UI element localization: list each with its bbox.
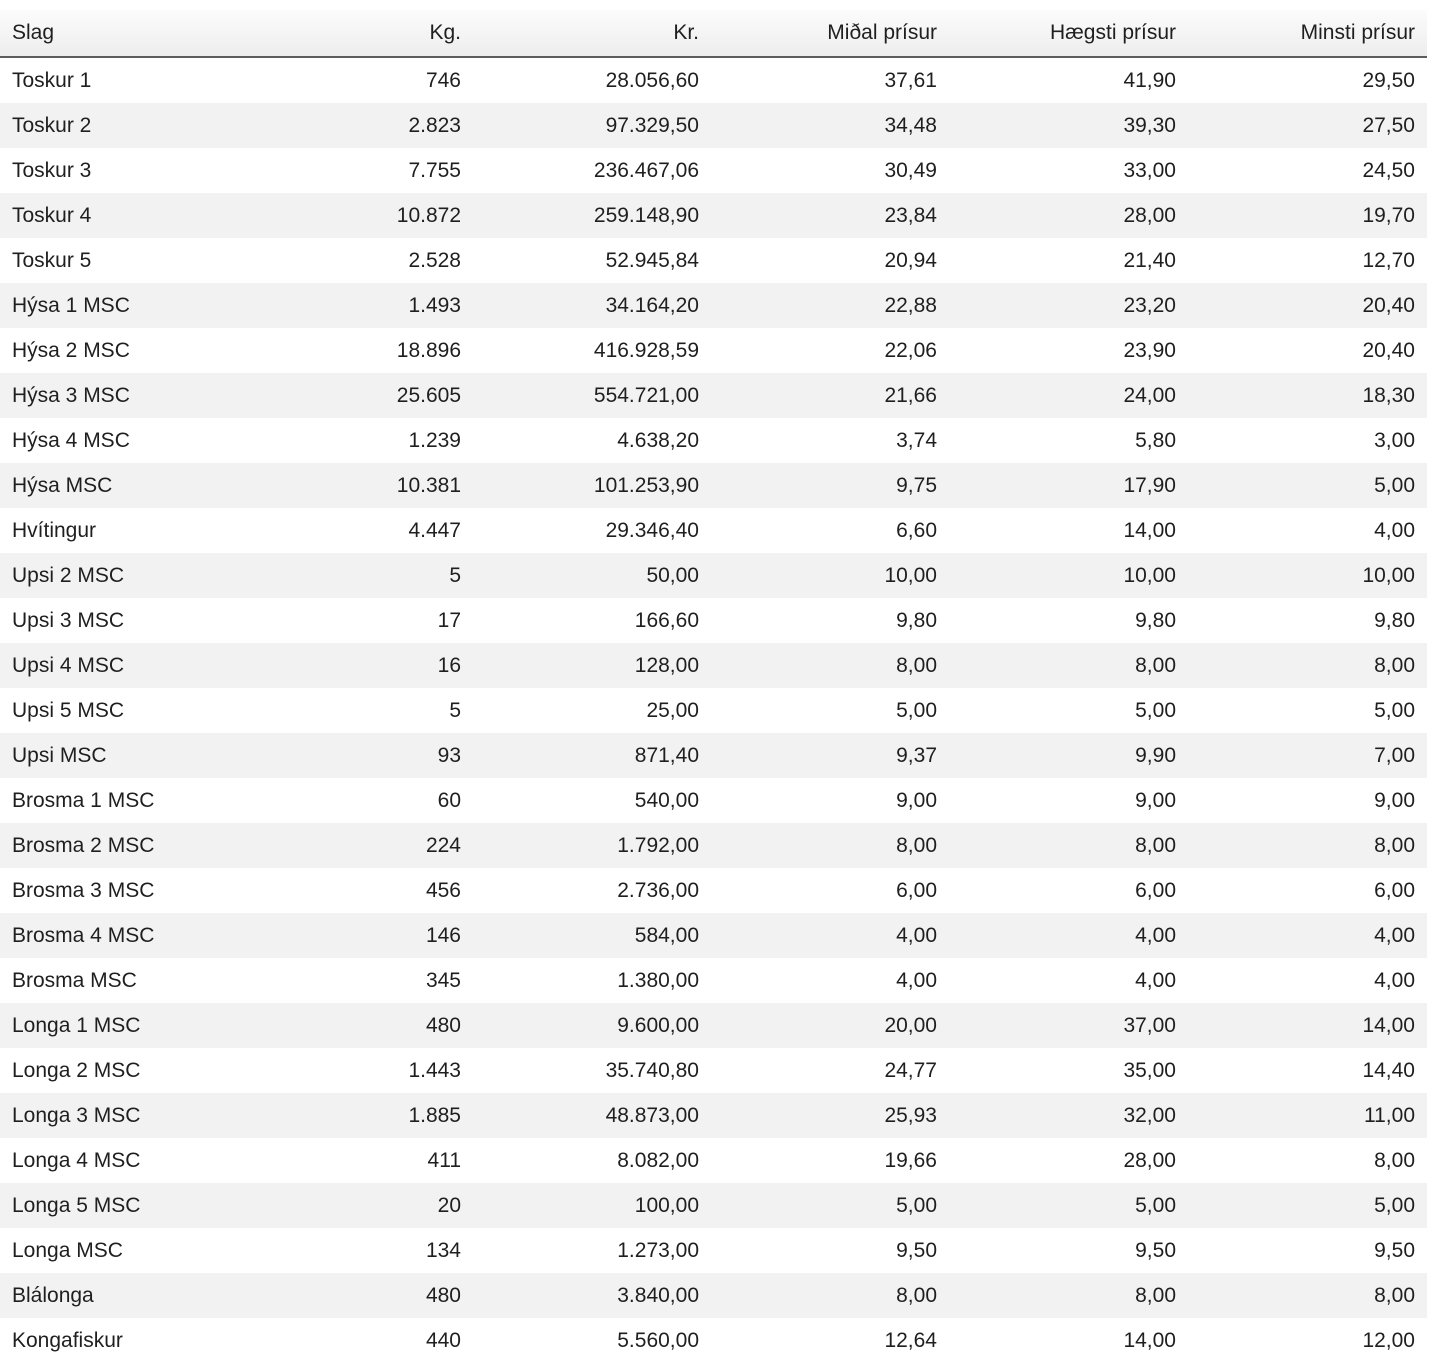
cell-slag: Toskur 3 xyxy=(12,158,92,182)
table-row xyxy=(0,57,1427,103)
table-row xyxy=(0,1048,1427,1093)
cell-lowest-price: 4,00 xyxy=(1374,923,1415,947)
cell-kg: 93 xyxy=(437,743,461,767)
cell-lowest-price: 6,00 xyxy=(1374,878,1415,902)
cell-highest-price: 4,00 xyxy=(1135,968,1176,992)
cell-kg: 20 xyxy=(437,1193,461,1217)
table-row xyxy=(0,733,1427,778)
table-row xyxy=(0,1228,1427,1273)
cell-slag: Upsi MSC xyxy=(12,743,107,767)
cell-kg: 134 xyxy=(425,1238,461,1262)
table-row xyxy=(0,373,1427,418)
cell-slag: Longa 4 MSC xyxy=(12,1148,141,1172)
table-header xyxy=(0,10,1427,57)
cell-slag: Hýsa 4 MSC xyxy=(12,428,130,452)
cell-kr: 1.792,00 xyxy=(617,833,699,857)
cell-kg: 25.605 xyxy=(396,383,461,407)
cell-kg: 440 xyxy=(425,1328,461,1352)
cell-kr: 9.600,00 xyxy=(617,1013,699,1037)
cell-kg: 17 xyxy=(437,608,461,632)
cell-kr: 1.380,00 xyxy=(617,968,699,992)
cell-kr: 3.840,00 xyxy=(617,1283,699,1307)
cell-lowest-price: 9,50 xyxy=(1374,1238,1415,1262)
table-row xyxy=(0,598,1427,643)
cell-highest-price: 35,00 xyxy=(1123,1058,1176,1082)
cell-kg: 1.443 xyxy=(408,1058,461,1082)
cell-average-price: 6,00 xyxy=(896,878,937,902)
cell-kg: 411 xyxy=(427,1148,461,1172)
column-header-kg[interactable]: Kg. xyxy=(236,10,473,57)
table-row xyxy=(0,1003,1427,1048)
cell-average-price: 5,00 xyxy=(896,1193,937,1217)
cell-kg: 1.493 xyxy=(408,293,461,317)
cell-kg: 224 xyxy=(425,833,461,857)
cell-slag: Brosma 4 MSC xyxy=(12,923,155,947)
cell-slag: Hýsa MSC xyxy=(12,473,113,497)
cell-kg: 1.885 xyxy=(408,1103,461,1127)
cell-average-price: 3,74 xyxy=(896,428,937,452)
cell-slag: Hýsa 1 MSC xyxy=(12,293,130,317)
cell-slag: Hvítingur xyxy=(12,518,97,542)
cell-highest-price: 6,00 xyxy=(1135,878,1176,902)
table-row xyxy=(0,868,1427,913)
cell-kg: 5 xyxy=(449,698,461,722)
cell-slag: Toskur 5 xyxy=(12,248,92,272)
cell-average-price: 9,75 xyxy=(896,473,937,497)
cell-kr: 34.164,20 xyxy=(605,293,699,317)
cell-highest-price: 33,00 xyxy=(1123,158,1176,182)
cell-highest-price: 28,00 xyxy=(1123,1148,1176,1172)
cell-lowest-price: 12,70 xyxy=(1362,248,1415,272)
table-row xyxy=(0,913,1427,958)
cell-lowest-price: 9,00 xyxy=(1374,788,1415,812)
cell-slag: Brosma 2 MSC xyxy=(12,833,155,857)
cell-kg: 456 xyxy=(425,878,461,902)
cell-average-price: 12,64 xyxy=(884,1328,937,1352)
cell-slag: Kongafiskur xyxy=(12,1328,123,1352)
cell-average-price: 8,00 xyxy=(896,1283,937,1307)
cell-highest-price: 39,30 xyxy=(1123,113,1176,137)
cell-average-price: 9,80 xyxy=(896,608,937,632)
cell-slag: Upsi 2 MSC xyxy=(12,563,125,587)
cell-average-price: 20,94 xyxy=(884,248,937,272)
table-row xyxy=(0,148,1427,193)
cell-kr: 259.148,90 xyxy=(593,203,699,227)
table-row xyxy=(0,958,1427,1003)
table-row xyxy=(0,1138,1427,1183)
cell-kr: 100,00 xyxy=(634,1193,699,1217)
cell-average-price: 9,37 xyxy=(896,743,937,767)
cell-kg: 746 xyxy=(425,68,461,92)
cell-kg: 16 xyxy=(437,653,461,677)
cell-lowest-price: 11,00 xyxy=(1364,1103,1415,1127)
cell-highest-price: 5,80 xyxy=(1135,428,1176,452)
cell-highest-price: 41,90 xyxy=(1123,68,1176,92)
table-row xyxy=(0,463,1427,508)
cell-kr: 416.928,59 xyxy=(593,338,699,362)
cell-kg: 60 xyxy=(437,788,461,812)
cell-kg: 480 xyxy=(425,1283,461,1307)
cell-kr: 48.873,00 xyxy=(605,1103,699,1127)
cell-lowest-price: 7,00 xyxy=(1374,743,1415,767)
cell-average-price: 4,00 xyxy=(896,968,937,992)
column-header-average-price[interactable]: Miðal prísur xyxy=(711,10,949,57)
cell-highest-price: 17,90 xyxy=(1123,473,1176,497)
cell-slag: Longa 3 MSC xyxy=(12,1103,141,1127)
table-row xyxy=(0,1183,1427,1228)
cell-highest-price: 8,00 xyxy=(1135,653,1176,677)
cell-kg: 1.239 xyxy=(408,428,461,452)
cell-average-price: 22,06 xyxy=(884,338,937,362)
cell-average-price: 4,00 xyxy=(896,923,937,947)
cell-kg: 10.872 xyxy=(396,203,461,227)
cell-highest-price: 4,00 xyxy=(1135,923,1176,947)
cell-average-price: 23,84 xyxy=(884,203,937,227)
table-row xyxy=(0,1093,1427,1138)
cell-slag: Blálonga xyxy=(12,1283,94,1307)
table-row xyxy=(0,193,1427,238)
cell-kr: 101.253,90 xyxy=(593,473,699,497)
table-row xyxy=(0,1273,1427,1318)
cell-highest-price: 8,00 xyxy=(1135,1283,1176,1307)
cell-highest-price: 5,00 xyxy=(1135,1193,1176,1217)
table-row xyxy=(0,823,1427,868)
table-row xyxy=(0,1318,1427,1363)
table-row xyxy=(0,688,1427,733)
cell-kr: 166,60 xyxy=(634,608,699,632)
cell-slag: Longa 2 MSC xyxy=(12,1058,141,1082)
table-body xyxy=(0,57,1427,1363)
cell-average-price: 20,00 xyxy=(884,1013,937,1037)
cell-lowest-price: 3,00 xyxy=(1374,428,1415,452)
cell-highest-price: 9,80 xyxy=(1135,608,1176,632)
cell-highest-price: 9,00 xyxy=(1135,788,1176,812)
cell-kr: 28.056,60 xyxy=(605,68,699,92)
table-row xyxy=(0,238,1427,283)
cell-kr: 584,00 xyxy=(634,923,699,947)
cell-average-price: 5,00 xyxy=(896,698,937,722)
cell-highest-price: 8,00 xyxy=(1135,833,1176,857)
cell-lowest-price: 24,50 xyxy=(1362,158,1415,182)
cell-average-price: 30,49 xyxy=(884,158,937,182)
cell-kr: 29.346,40 xyxy=(605,518,699,542)
table-row xyxy=(0,778,1427,823)
cell-kr: 2.736,00 xyxy=(617,878,699,902)
cell-average-price: 22,88 xyxy=(884,293,937,317)
cell-lowest-price: 4,00 xyxy=(1374,968,1415,992)
cell-highest-price: 9,50 xyxy=(1135,1238,1176,1262)
cell-lowest-price: 14,40 xyxy=(1362,1058,1415,1082)
cell-slag: Upsi 5 MSC xyxy=(12,698,125,722)
cell-kg: 480 xyxy=(425,1013,461,1037)
cell-highest-price: 28,00 xyxy=(1123,203,1176,227)
column-header-highest-price[interactable]: Hægsti prísur xyxy=(949,10,1188,57)
column-header-kr[interactable]: Kr. xyxy=(473,10,711,57)
cell-lowest-price: 5,00 xyxy=(1374,698,1415,722)
table-row xyxy=(0,283,1427,328)
cell-lowest-price: 8,00 xyxy=(1374,1148,1415,1172)
table-row xyxy=(0,418,1427,463)
cell-average-price: 8,00 xyxy=(896,653,937,677)
cell-average-price: 9,00 xyxy=(896,788,937,812)
cell-kr: 128,00 xyxy=(634,653,699,677)
cell-slag: Longa 1 MSC xyxy=(12,1013,141,1037)
cell-highest-price: 14,00 xyxy=(1123,518,1176,542)
cell-highest-price: 32,00 xyxy=(1123,1103,1176,1127)
cell-lowest-price: 10,00 xyxy=(1362,563,1415,587)
cell-slag: Longa MSC xyxy=(12,1238,123,1262)
table-row xyxy=(0,508,1427,553)
table-row xyxy=(0,328,1427,373)
cell-kg: 345 xyxy=(425,968,461,992)
cell-average-price: 10,00 xyxy=(884,563,937,587)
cell-lowest-price: 12,00 xyxy=(1362,1328,1415,1352)
cell-slag: Toskur 4 xyxy=(12,203,92,227)
cell-kr: 554.721,00 xyxy=(593,383,699,407)
cell-kg: 2.528 xyxy=(408,248,461,272)
cell-lowest-price: 8,00 xyxy=(1374,653,1415,677)
column-header-slag[interactable]: Slag xyxy=(0,10,236,57)
cell-highest-price: 23,20 xyxy=(1123,293,1176,317)
cell-lowest-price: 18,30 xyxy=(1362,383,1415,407)
cell-average-price: 24,77 xyxy=(884,1058,937,1082)
price-table xyxy=(0,10,1427,1363)
cell-lowest-price: 14,00 xyxy=(1362,1013,1415,1037)
cell-slag: Longa 5 MSC xyxy=(12,1193,141,1217)
cell-kr: 52.945,84 xyxy=(605,248,699,272)
cell-lowest-price: 9,80 xyxy=(1374,608,1415,632)
cell-lowest-price: 27,50 xyxy=(1362,113,1415,137)
cell-slag: Brosma MSC xyxy=(12,968,137,992)
cell-lowest-price: 4,00 xyxy=(1374,518,1415,542)
cell-average-price: 19,66 xyxy=(884,1148,937,1172)
cell-highest-price: 23,90 xyxy=(1123,338,1176,362)
cell-kg: 146 xyxy=(425,923,461,947)
cell-kg: 10.381 xyxy=(396,473,461,497)
cell-lowest-price: 19,70 xyxy=(1362,203,1415,227)
cell-highest-price: 37,00 xyxy=(1123,1013,1176,1037)
table-row xyxy=(0,553,1427,598)
cell-slag: Toskur 2 xyxy=(12,113,92,137)
cell-kr: 540,00 xyxy=(634,788,699,812)
cell-highest-price: 14,00 xyxy=(1123,1328,1176,1352)
cell-kr: 236.467,06 xyxy=(593,158,699,182)
cell-slag: Upsi 4 MSC xyxy=(12,653,125,677)
cell-highest-price: 21,40 xyxy=(1123,248,1176,272)
price-table-container xyxy=(0,10,1427,1363)
cell-highest-price: 24,00 xyxy=(1123,383,1176,407)
cell-slag: Toskur 1 xyxy=(12,68,92,92)
cell-kr: 4.638,20 xyxy=(617,428,699,452)
cell-kg: 7.755 xyxy=(408,158,461,182)
cell-lowest-price: 29,50 xyxy=(1362,68,1415,92)
cell-highest-price: 5,00 xyxy=(1135,698,1176,722)
cell-average-price: 6,60 xyxy=(896,518,937,542)
cell-average-price: 37,61 xyxy=(884,68,937,92)
cell-kr: 50,00 xyxy=(646,563,699,587)
cell-slag: Brosma 1 MSC xyxy=(12,788,155,812)
cell-kg: 18.896 xyxy=(396,338,461,362)
table-row xyxy=(0,103,1427,148)
cell-slag: Hýsa 2 MSC xyxy=(12,338,130,362)
cell-kr: 871,40 xyxy=(634,743,699,767)
cell-lowest-price: 8,00 xyxy=(1374,833,1415,857)
cell-kr: 1.273,00 xyxy=(617,1238,699,1262)
cell-average-price: 21,66 xyxy=(884,383,937,407)
cell-highest-price: 10,00 xyxy=(1123,563,1176,587)
table-row xyxy=(0,643,1427,688)
cell-kr: 35.740,80 xyxy=(605,1058,699,1082)
cell-lowest-price: 8,00 xyxy=(1374,1283,1415,1307)
cell-slag: Upsi 3 MSC xyxy=(12,608,125,632)
cell-kr: 5.560,00 xyxy=(617,1328,699,1352)
cell-kg: 2.823 xyxy=(408,113,461,137)
cell-lowest-price: 20,40 xyxy=(1362,338,1415,362)
cell-lowest-price: 5,00 xyxy=(1374,1193,1415,1217)
cell-average-price: 8,00 xyxy=(896,833,937,857)
cell-kg: 5 xyxy=(449,563,461,587)
cell-kr: 97.329,50 xyxy=(605,113,699,137)
cell-lowest-price: 20,40 xyxy=(1362,293,1415,317)
cell-slag: Brosma 3 MSC xyxy=(12,878,155,902)
header-row xyxy=(0,10,1427,57)
cell-average-price: 34,48 xyxy=(884,113,937,137)
cell-highest-price: 9,90 xyxy=(1135,743,1176,767)
column-header-lowest-price[interactable]: Minsti prísur xyxy=(1188,10,1427,57)
cell-average-price: 25,93 xyxy=(884,1103,937,1127)
cell-kr: 8.082,00 xyxy=(617,1148,699,1172)
cell-lowest-price: 5,00 xyxy=(1374,473,1415,497)
cell-kg: 4.447 xyxy=(408,518,461,542)
cell-average-price: 9,50 xyxy=(896,1238,937,1262)
cell-kr: 25,00 xyxy=(646,698,699,722)
cell-slag: Hýsa 3 MSC xyxy=(12,383,130,407)
